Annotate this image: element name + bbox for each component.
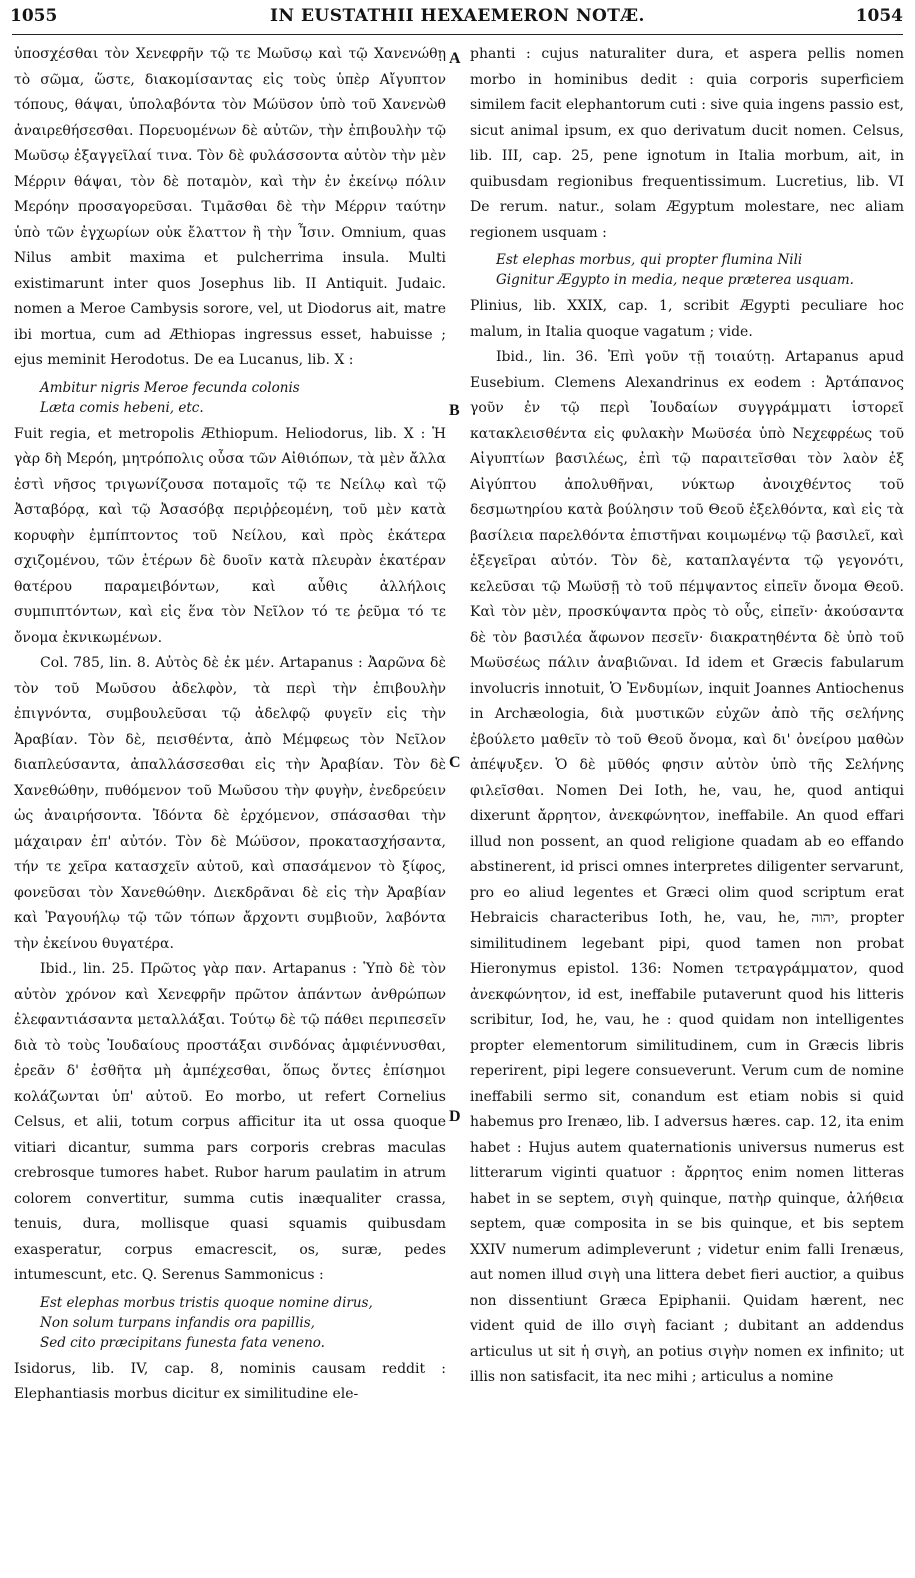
verse-block (40, 378, 446, 418)
verse-line: Ambitur nigris Meroe fecunda colonis (40, 379, 300, 396)
left-paragraph: Isidorus, lib. IV, cap. 8, nominis causam reddit : Elephantiasis morbus dicitur ex similitudine ele- (14, 1360, 446, 1402)
verse-line: Sed cito præcipitans funesta fata veneno. (40, 1334, 325, 1351)
left-column (14, 42, 446, 1572)
right-paragraph: phanti : cujus naturaliter dura, et aspera pellis nomen morbo in hominibus dedit : quia corporis superficiem similem facit elephantorum cuti : sive quia ingens passio est, sicut animal ipsum, ex quo derivatum ducit nomen. Celsus, lib. III, cap. 25, pene ignotum in Italia morbum, ait, in quibusdam regionibus frequentissimum. Lucretius, lib. VI De rerum. natur., solam Ægyptum molestare, nec aliam regionem usquam : (470, 46, 904, 241)
verse-block (40, 1293, 446, 1353)
verse-line: Est elephas morbus, qui propter flumina Nili (496, 252, 803, 268)
margin-marker-b: B (449, 402, 460, 419)
verse-block (496, 250, 904, 290)
verse-line: Non solum turpans infandis ora papillis, (40, 1314, 315, 1331)
right-page-number: 1054 (855, 6, 903, 26)
margin-marker-c: C (449, 754, 461, 771)
margin-marker-a: A (449, 50, 461, 67)
left-paragraph: Col. 785, lin. 8. Αὐτὸς δὲ ἐκ μέν. Artapanus : Ἀαρῶνα δὲ τὸν τοῦ Μωῦσου ἀδελφὸν, τὰ περὶ τὴν ἐπιβουλὴν ἐπιγνόντα, συμβουλεῦσαι τῷ ἀδελφῷ φυγεῖν εἰς τὴν Ἀραβίαν. Τὸν δὲ, πεισθέντα, ἀπὸ Μέμφεως τὸν Νεῖλον διαπλεύσαντα, ἀπαλλάσσεσθαι εἰς τὴν Ἀραβίαν. Τὸν δὲ Χανεθώθην, πυθόμενον τοῦ Μωῦσου τὴν φυγὴν, ἐνεδρεύειν ὡς ἀναιρήσοντα. Ἰδόντα δὲ ἐρχόμενον, σπάσασθαι τὴν μάχαιραν ἐπ' αὐτόν. Τὸν δὲ Μώϋσον, προκατασχήσαντα, τήν τε χεῖρα κατασχεῖν αὐτοῦ, καὶ σπασάμενον τὸ ξίφος, φονεῦσαι τὸν Χανεθώθην. Διεκδρᾶναι δὲ εἰς τὴν Ἀραβίαν καὶ Ῥαγουήλῳ τῷ τῶν τόπων ἄρχοντι συμβιοῦν, λαβόντα τὴν ἐκείνου θυγατέρα. (14, 655, 446, 952)
right-paragraph: Ibid., lin. 36. Ἐπὶ γοῦν τῇ τοιαύτῃ. Artapanus apud Eusebium. Clemens Alexandrinus ex eodem : Ἀρτάπανος γοῦν ἐν τῷ περὶ Ἰουδαίων συγγράμματι ἱστορεῖ κατακλεισθέντα εἰς φυλακὴν Μωϋσέα ὑπὸ Νεχεφρέως τοῦ Αἰγυπτίων βασιλέως, ἐπὶ τῷ παραιτεῖσθαι τὸν λαὸν ἐξ Αἰγύπτου ἀπολυθῆναι, νύκτωρ ἀνοιχθέντος τοῦ δεσμωτηρίου κατὰ βούλησιν τοῦ Θεοῦ ἐξελθόντα, καὶ εἰς τὰ βασίλεια παρελθόντα ἐπιστῆναι κοιμωμένῳ τῷ βασιλεῖ, καὶ ἐξεγεῖραι αὐτόν. Τὸν δὲ, καταπλαγέντα τῷ γεγονότι, κελεῦσαι τῷ Μωϋσῇ τὸ τοῦ πέμψαντος εἰπεῖν ὄνομα Θεοῦ. Καὶ τὸν μὲν, προσκύψαντα πρὸς τὸ οὖς, εἰπεῖν· ἀκούσαντα δὲ τὸν βασιλέα ἄφωνον πεσεῖν· διακρατηθέντα δὲ ὑπὸ τοῦ Μωϋσέως πάλιν ἀναβιῶναι. Id idem et Græcis fabularum involucris innotuit, Ὁ Ἐνδυμίων, inquit Joannes Antiochenus in Archæologia, διὰ μυστικῶν εὐχῶν ἀπὸ τῆς σελήνης ἐβούλετο μαθεῖν τὸ τοῦ Θεοῦ ὄνομα, καὶ δι' ὀνείρου μαθὼν ἀπέψυξεν. Ὁ δὲ μῦθός φησιν αὐτὸν ὑπὸ τῆς Σελήνης φιλεῖσθαι. Nomen Dei Ioth, he, vau, he, quod antiqui dixerunt ἄρρητον, ἀνεκφώνητον, ineffabile. An quod effari illud non possent, an quod religione quadam ab eo effando abstinerent, id prisci omnes interpretes diligenter servarunt, pro eo aliud legentes et Græci olim quod scriptum erat Hebraicis characteribus Ioth, he, vau, he, יהוה, propter similitudinem legebant pipi, quod tamen non probat Hieronymus epistol. 136: Nomen τετραγράμματον, quod ἀνεκφώνητον, id est, ineffabile putaverunt quod his litteris scribitur, Iod, he, vau, he : quod quidam non intelligentes propter elementorum similitudinem, cum in Græcis libris reperirent, pipi legere consueverunt. Verum cum de nomine ineffabili sermo sit, conandum est etiam nobis si quid habemus pro Irenæo, lib. I adversus hæres. cap. 12, ita enim habet : Hujus autem quaternationis universus numerus est litterarum viginti quatuor : ἄρρητος enim nomen litteras habet in se septem, σιγὴ quinque, πατὴρ quinque, ἀλήθεια septem, quæ composita in se bis quinque, et bis septem XXIV numerum adimpleverunt ; videtur enim falli Irenæus, aut nomen illud σιγὴ una littera debet fieri auctior, a quibus non dissentiunt Græca Epiphanii. Quidam hærent, nec vident quid de illo σιγὴ faciant ; dubitant an addendus articulus ut sit ἡ σιγὴ, an potius σιγὴν nomen ex infinito; ut illis non satisfacit, ita nec mihi ; articulus a nomine (470, 349, 904, 1385)
right-paragraph: Plinius, lib. XXIX, cap. 1, scribit Ægypti peculiare hoc malum, in Italia quoque vagatum ; vide. (470, 298, 904, 340)
running-title: IN EUSTATHII HEXAEMERON NOTÆ. (270, 6, 645, 26)
running-header (0, 6, 915, 34)
right-column (470, 42, 904, 1572)
left-page-number: 1055 (10, 6, 58, 26)
left-paragraph: Fuit regia, et metropolis Æthiopum. Heliodorus, lib. X : Ἡ γὰρ δὴ Μερόη, μητρόπολις οὖσα τῶν Αἰθιόπων, τὰ μὲν ἄλλα ἐστὶ νῆσος τριγωνίζουσα ποταμοῖς τῷ τε Νείλῳ καὶ τῷ Ἀσταβόρᾳ, καὶ τῷ Ἀσασόβᾳ περιῤῥεομένη, τοῦ μὲν κατὰ κορυφὴν ἐμπίπτοντος τοῦ Νείλου, καὶ πρὸς ἑκάτερα σχιζομένου, τῶν ἑτέρων δὲ δυοῖν κατὰ πλευρὰν ἑκατέραν θατέρου παραμειβόντων, καὶ αὖθις ἀλλήλοις συμπιπτόντων, καὶ εἰς ἕνα τὸν Νεῖλον τό τε ῥεῦμα τό τε ὄνομα ἐκνικωμένων. (14, 425, 446, 646)
left-paragraph: Ibid., lin. 25. Πρῶτος γὰρ παν. Artapanus : Ὑπὸ δὲ τὸν αὐτὸν χρόνον καὶ Χενεφρῆν πρῶτον ἁπάντων ἀνθρώπων ἐλεφαντιάσαντα μεταλλάξαι. Τούτῳ δὲ τῷ πάθει περιπεσεῖν διὰ τὸ τοὺς Ἰουδαίους προστάξαι σινδόνας ἀμφιέννυσθαι, ἐρεᾶν δ' ἐσθῆτα μὴ ἀμπέχεσθαι, ὅπως ὄντες ἐπίσημοι κολάζωνται ὑπ' αὐτοῦ. Eo morbo, ut refert Cornelius Celsus, et alii, totum corpus afficitur ita ut ossa quoque vitiari dicantur, summa pars corporis crebras maculas crebrosque tumores habet. Rubor harum paulatim in atrum colorem convertitur, summa cutis inæqualiter crassa, tenuis, dura, mollisque quasi squamis quibusdam exasperatur, corpus emacrescit, os, suræ, pedes intumescunt, etc. Q. Serenus Sammonicus : (14, 961, 446, 1283)
verse-line: Est elephas morbus tristis quoque nomine dirus, (40, 1294, 373, 1311)
verse-line: Læta comis hebeni, etc. (40, 399, 204, 416)
header-rule (12, 34, 903, 35)
left-paragraph: ὑποσχέσθαι τὸν Χενεφρῆν τῷ τε Μωῦσῳ καὶ τῷ Χανενώθῃ τὸ σῶμα, ὥστε, διακομίσαντας εἰς τοὺς ὑπὲρ Αἴγυπτον τόπους, θάψαι, ὑπολαβόντα τὸν Μώϋσον ὑπὸ τοῦ Χανενὼθ ἀναιρεθήσεσθαι. Πορευομένων δὲ αὐτῶν, τὴν ἐπιβουλὴν τῷ Μωῦσῳ ἐξαγγεῖλαί τινα. Τὸν δὲ φυλάσσοντα αὐτὸν τὴν μὲν Μέρριν θάψαι, τὸν δὲ ποταμὸν, καὶ τὴν ἐν ἐκείνῳ πόλιν Μερόην προσαγορεῦσαι. Τιμᾶσθαι δὲ τὴν Μέρριν ταύτην ὑπὸ τῶν ἐγχωρίων οὐκ ἔλαττον ἢ τὴν Ἶσιν. Omnium, quas Nilus ambit maxima et pulcherrima insula. Multi existimarunt inter quos Josephus lib. II Antiquit. Judaic. nomen a Meroe Cambysis sorore, vel, ut Diodorus ait, matre ibi mortua, cum ad Æthiopas ingressus esset, habuisse ; ejus meminit Herodotus. De ea Lucanus, lib. X : (14, 46, 446, 368)
margin-marker-d: D (449, 1108, 461, 1125)
verse-line: Gignitur Ægypto in media, neque præterea usquam. (496, 272, 854, 288)
